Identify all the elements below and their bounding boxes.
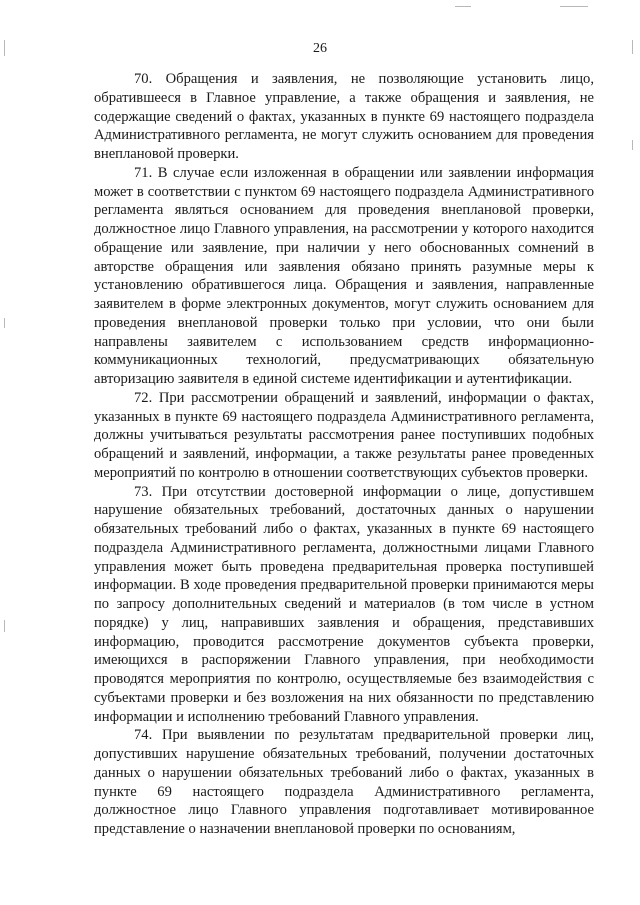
paragraph-71: 71. В случае если изложенная в обращении или заявлении информация может в соответствии с пунктом 69 настоящего подраздела Административного регламента являться основанием для проведения внеплановой проверки, должностное лицо Главного управления, на рассмотрении у которого находится обращение или заявление, при наличии у него обоснованных сомнений в авторстве обращения или заявления обязано принять разумные меры к установлению обратившегося лица. Обращения и заявления, направленные заявителем в форме электронных документов, могут служить основанием для проведения внеплановой проверки только при условии, что они были направлены заявителем с использованием средств информационно-коммуникационных технологий, предусматривающих обязательную авторизацию заявителя в единой системе идентификации и аутентификации. xyxy=(94,164,594,387)
paragraph-74: 74. При выявлении по результатам предварительной проверки лиц, допустивших нарушение обязательных требований, получении достаточных данных о нарушении обязательных требований либо о фактах, указанных в пункте 69 настоящего подраздела Административного регламента, должностное лицо Главного управления подготавливает мотивированное представление о назначении внеплановой проверки по основаниям, xyxy=(94,727,594,837)
paragraph-73: 73. При отсутствии достоверной информации о лице, допустившем нарушение обязательных требований, достаточных данных о нарушении обязательных требований либо о фактах, указанных в пункте 69 настоящего подраздела Административного регламента, должностными лицами Главного управления может быть проведена предварительная проверка поступившей информации. В ходе проведения предварительной проверки принимаются меры по запросу дополнительных сведений и материалов (в том числе в устном порядке) у лиц, направивших заявления и обращения, представивших информацию, проводится рассмотрение документов субъекта проверки, имеющихся в распоряжении Главного управления, при необходимости проводятся мероприятия по контролю, осуществляемые без взаимодействия с субъектами проверки и без возложения на них обязанности по представлению информации и исполнению требований Главного управления. xyxy=(94,483,594,725)
scan-edge-mark xyxy=(4,620,5,632)
paragraph-72: 72. При рассмотрении обращений и заявлений, информации о фактах, указанных в пункте 69 настоящего подраздела Административного регламента, должны учитываться результаты рассмотрения ранее поступивших подобных обращений и заявлений, информации, а также результаты ранее проведенных мероприятий по контролю в отношении соответствующих субъектов проверки. xyxy=(94,389,594,481)
document-body xyxy=(94,70,594,839)
page-number: 26 xyxy=(313,41,327,56)
scan-edge-mark xyxy=(455,6,471,7)
scan-edge-mark xyxy=(560,6,588,7)
scan-edge-mark xyxy=(632,140,633,150)
paragraph-70: 70. Обращения и заявления, не позволяющие установить лицо, обратившееся в Главное управление, а также обращения и заявления, не содержащие сведений о фактах, указанных в пункте 69 настоящего подраздела Административного регламента, не могут служить основанием для проведения внеплановой проверки. xyxy=(94,71,594,162)
scan-edge-mark xyxy=(4,318,5,328)
